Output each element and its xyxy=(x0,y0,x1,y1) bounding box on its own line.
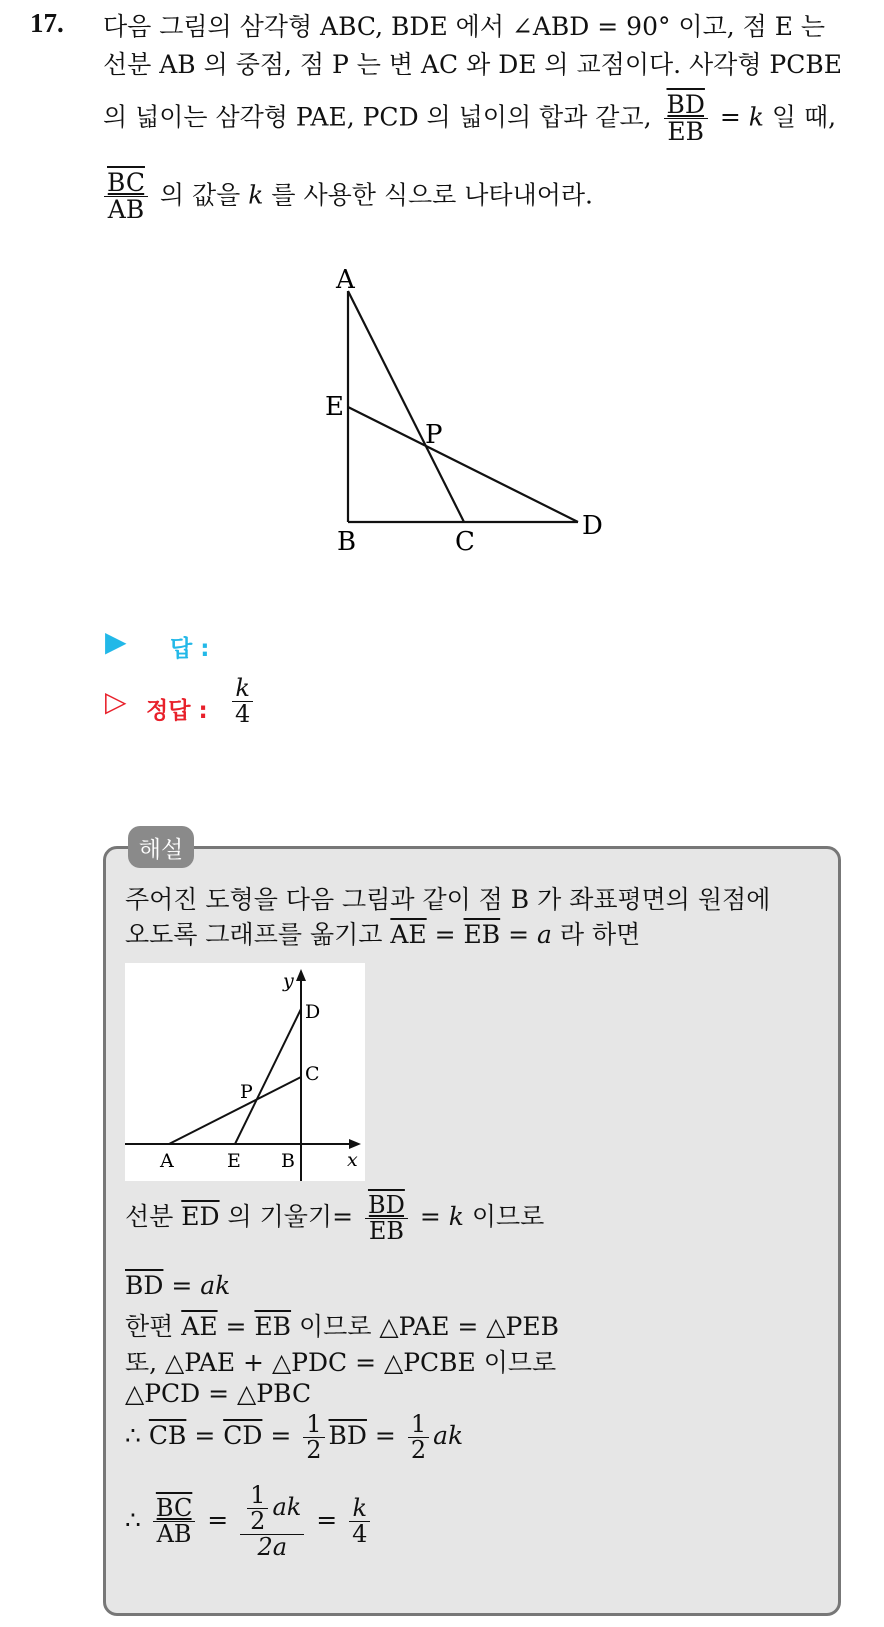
l1-eq: = xyxy=(419,1202,441,1232)
question-number: 17. xyxy=(30,8,64,38)
l6-half-1-num: 1 xyxy=(303,1412,324,1438)
ratio-ab: AB xyxy=(107,195,145,225)
solution-line-3 xyxy=(125,1307,559,1343)
l7-bc-ab xyxy=(153,1496,195,1547)
l7-inner-num: 1 xyxy=(247,1483,268,1509)
fig2-label-p: P xyxy=(240,1081,253,1103)
label-p: P xyxy=(425,420,443,450)
l7-eq2: = xyxy=(316,1505,338,1535)
triangle-figure xyxy=(300,255,620,565)
segment-ac xyxy=(348,291,464,522)
intro2-text: 오도록 그래프를 옮기고 xyxy=(125,920,383,949)
fig2-label-y: y xyxy=(283,970,294,992)
l6-eq3: = xyxy=(374,1421,396,1451)
solution-line-2 xyxy=(125,1271,230,1300)
solution-line-4: 또, △PAE + △PDC = △PCBE 이므로 xyxy=(125,1348,557,1377)
coordinate-figure xyxy=(125,963,365,1181)
answer-fraction xyxy=(232,676,253,727)
label-a: A xyxy=(336,265,355,295)
ratio-bc: $\overline{BC}$ xyxy=(104,170,148,197)
l3-eb: $\overline{EB}$ xyxy=(254,1312,292,1341)
l7-complex-num xyxy=(240,1483,304,1535)
l7-res-den: 4 xyxy=(352,1520,368,1549)
fig2-label-c: C xyxy=(305,1063,320,1085)
l6-therefore: ∴ xyxy=(125,1421,141,1451)
l7-res-num: k xyxy=(349,1496,370,1522)
l6-half-1 xyxy=(303,1412,324,1463)
question-line-2: 선분 AB 의 중점, 점 P 는 변 AC 와 DE 의 교점이다. 사각형 PCBE xyxy=(103,50,842,79)
l3-eq: = xyxy=(225,1312,247,1341)
l1-post: 이므로 xyxy=(471,1202,545,1232)
question-line-1: 다음 그림의 삼각형 ABC, BDE 에서 ∠ABD = 90° 이고, 점 E 는 xyxy=(103,12,826,41)
l7-eq1: = xyxy=(207,1505,229,1535)
l7-den2: 2a xyxy=(257,1533,288,1562)
l1-ed: $\overline{ED}$ xyxy=(181,1202,220,1232)
l6-cb: $\overline{CB}$ xyxy=(148,1421,187,1451)
intro2-post: 라 하면 xyxy=(559,920,641,949)
correct-marker-icon: ▷ xyxy=(105,685,127,718)
label-c: C xyxy=(455,527,475,557)
l6-half-2-num: 1 xyxy=(408,1412,429,1438)
segment-ed xyxy=(348,407,578,522)
intro2-eq1: = xyxy=(434,920,456,949)
solution-intro-1: 주어진 도형을 다음 그림과 같이 점 B 가 좌표평면의 원점에 xyxy=(125,885,771,914)
answer-num: k xyxy=(232,676,253,702)
fig2-label-e: E xyxy=(227,1150,241,1172)
ratio-num: $\overline{BD}$ xyxy=(664,92,708,119)
label-e: E xyxy=(325,392,344,422)
l1-pre: 선분 xyxy=(125,1202,174,1232)
l2-bd: $\overline{BD}$ xyxy=(125,1271,164,1300)
l6-half-1-den: 2 xyxy=(306,1436,322,1465)
question-line-3-end: 일 때, xyxy=(771,102,837,132)
l7-result xyxy=(349,1496,370,1547)
intro2-a: a xyxy=(537,920,552,949)
l7-inner-den: 2 xyxy=(250,1507,266,1536)
fig2-label-a: A xyxy=(160,1150,174,1172)
ratio-k: k xyxy=(748,102,764,132)
fig2-label-x: x xyxy=(347,1149,358,1171)
figure2-background xyxy=(125,963,365,1181)
correct-answer-label: 정답 : xyxy=(146,698,208,724)
l1-mid: 의 기울기= xyxy=(227,1202,354,1232)
l7-inner-half xyxy=(247,1483,268,1534)
l1-den: EB xyxy=(368,1217,404,1246)
l7-den: AB xyxy=(156,1520,192,1549)
l6-half-2 xyxy=(408,1412,429,1463)
l1-fraction xyxy=(365,1193,408,1244)
question-line-4-post: 를 사용한 식으로 나타내어라. xyxy=(271,180,593,210)
label-d: D xyxy=(582,511,603,541)
ratio-eq: = xyxy=(719,102,741,132)
l7-num: $\overline{BC}$ xyxy=(153,1496,195,1522)
l7-therefore: ∴ xyxy=(125,1505,141,1535)
l3-ae: $\overline{AE}$ xyxy=(181,1312,218,1341)
solution-line-1 xyxy=(125,1193,544,1244)
l3-post: 이므로 △PAE = △PEB xyxy=(299,1312,559,1341)
question-line-4-k: k xyxy=(248,180,264,210)
question-line-3 xyxy=(103,92,836,146)
fig2-label-b: B xyxy=(281,1150,295,1172)
l6-cd: $\overline{CD}$ xyxy=(223,1421,263,1451)
answer-marker-icon: ▶ xyxy=(105,625,127,658)
ratio-den: EB xyxy=(667,117,705,147)
solution-line-5: △PCD = △PBC xyxy=(125,1379,312,1408)
ratio-bc-ab xyxy=(104,170,148,224)
solution-tag: 해설 xyxy=(128,826,194,868)
l7-inner-ak: ak xyxy=(272,1493,302,1522)
label-b: B xyxy=(337,527,357,557)
l6-eq1: = xyxy=(194,1421,216,1451)
l2-eq: = xyxy=(171,1271,193,1300)
l6-eq2: = xyxy=(270,1421,292,1451)
l2-val: ak xyxy=(200,1271,231,1300)
correct-answer-value xyxy=(228,676,257,727)
l6-ak: ak xyxy=(433,1421,464,1451)
question-line-4-pre: 의 값을 xyxy=(159,180,241,210)
l3-pre: 한편 xyxy=(125,1312,174,1341)
ratio-bd-eb xyxy=(664,92,708,146)
l6-half-2-den: 2 xyxy=(410,1436,427,1465)
solution-line-6 xyxy=(125,1412,463,1463)
l6-bd: $\overline{BD}$ xyxy=(328,1421,367,1451)
intro2-ae: $\overline{AE}$ xyxy=(390,920,427,949)
question-line-3-text: 의 넓이는 삼각형 PAE, PCD 의 넓이의 합과 같고, xyxy=(103,102,652,132)
intro2-eq2: = xyxy=(508,920,530,949)
l1-num: $\overline{BD}$ xyxy=(365,1193,408,1219)
fig2-label-d: D xyxy=(305,1001,321,1023)
solution-line-7 xyxy=(125,1483,374,1561)
l7-complex-fraction xyxy=(240,1483,304,1561)
answer-den: 4 xyxy=(235,700,251,729)
answer-label: 답 : xyxy=(170,636,210,662)
l1-k: k xyxy=(448,1202,464,1232)
intro2-eb: $\overline{EB}$ xyxy=(463,920,501,949)
solution-intro-2 xyxy=(125,915,640,951)
question-line-4 xyxy=(100,170,593,224)
